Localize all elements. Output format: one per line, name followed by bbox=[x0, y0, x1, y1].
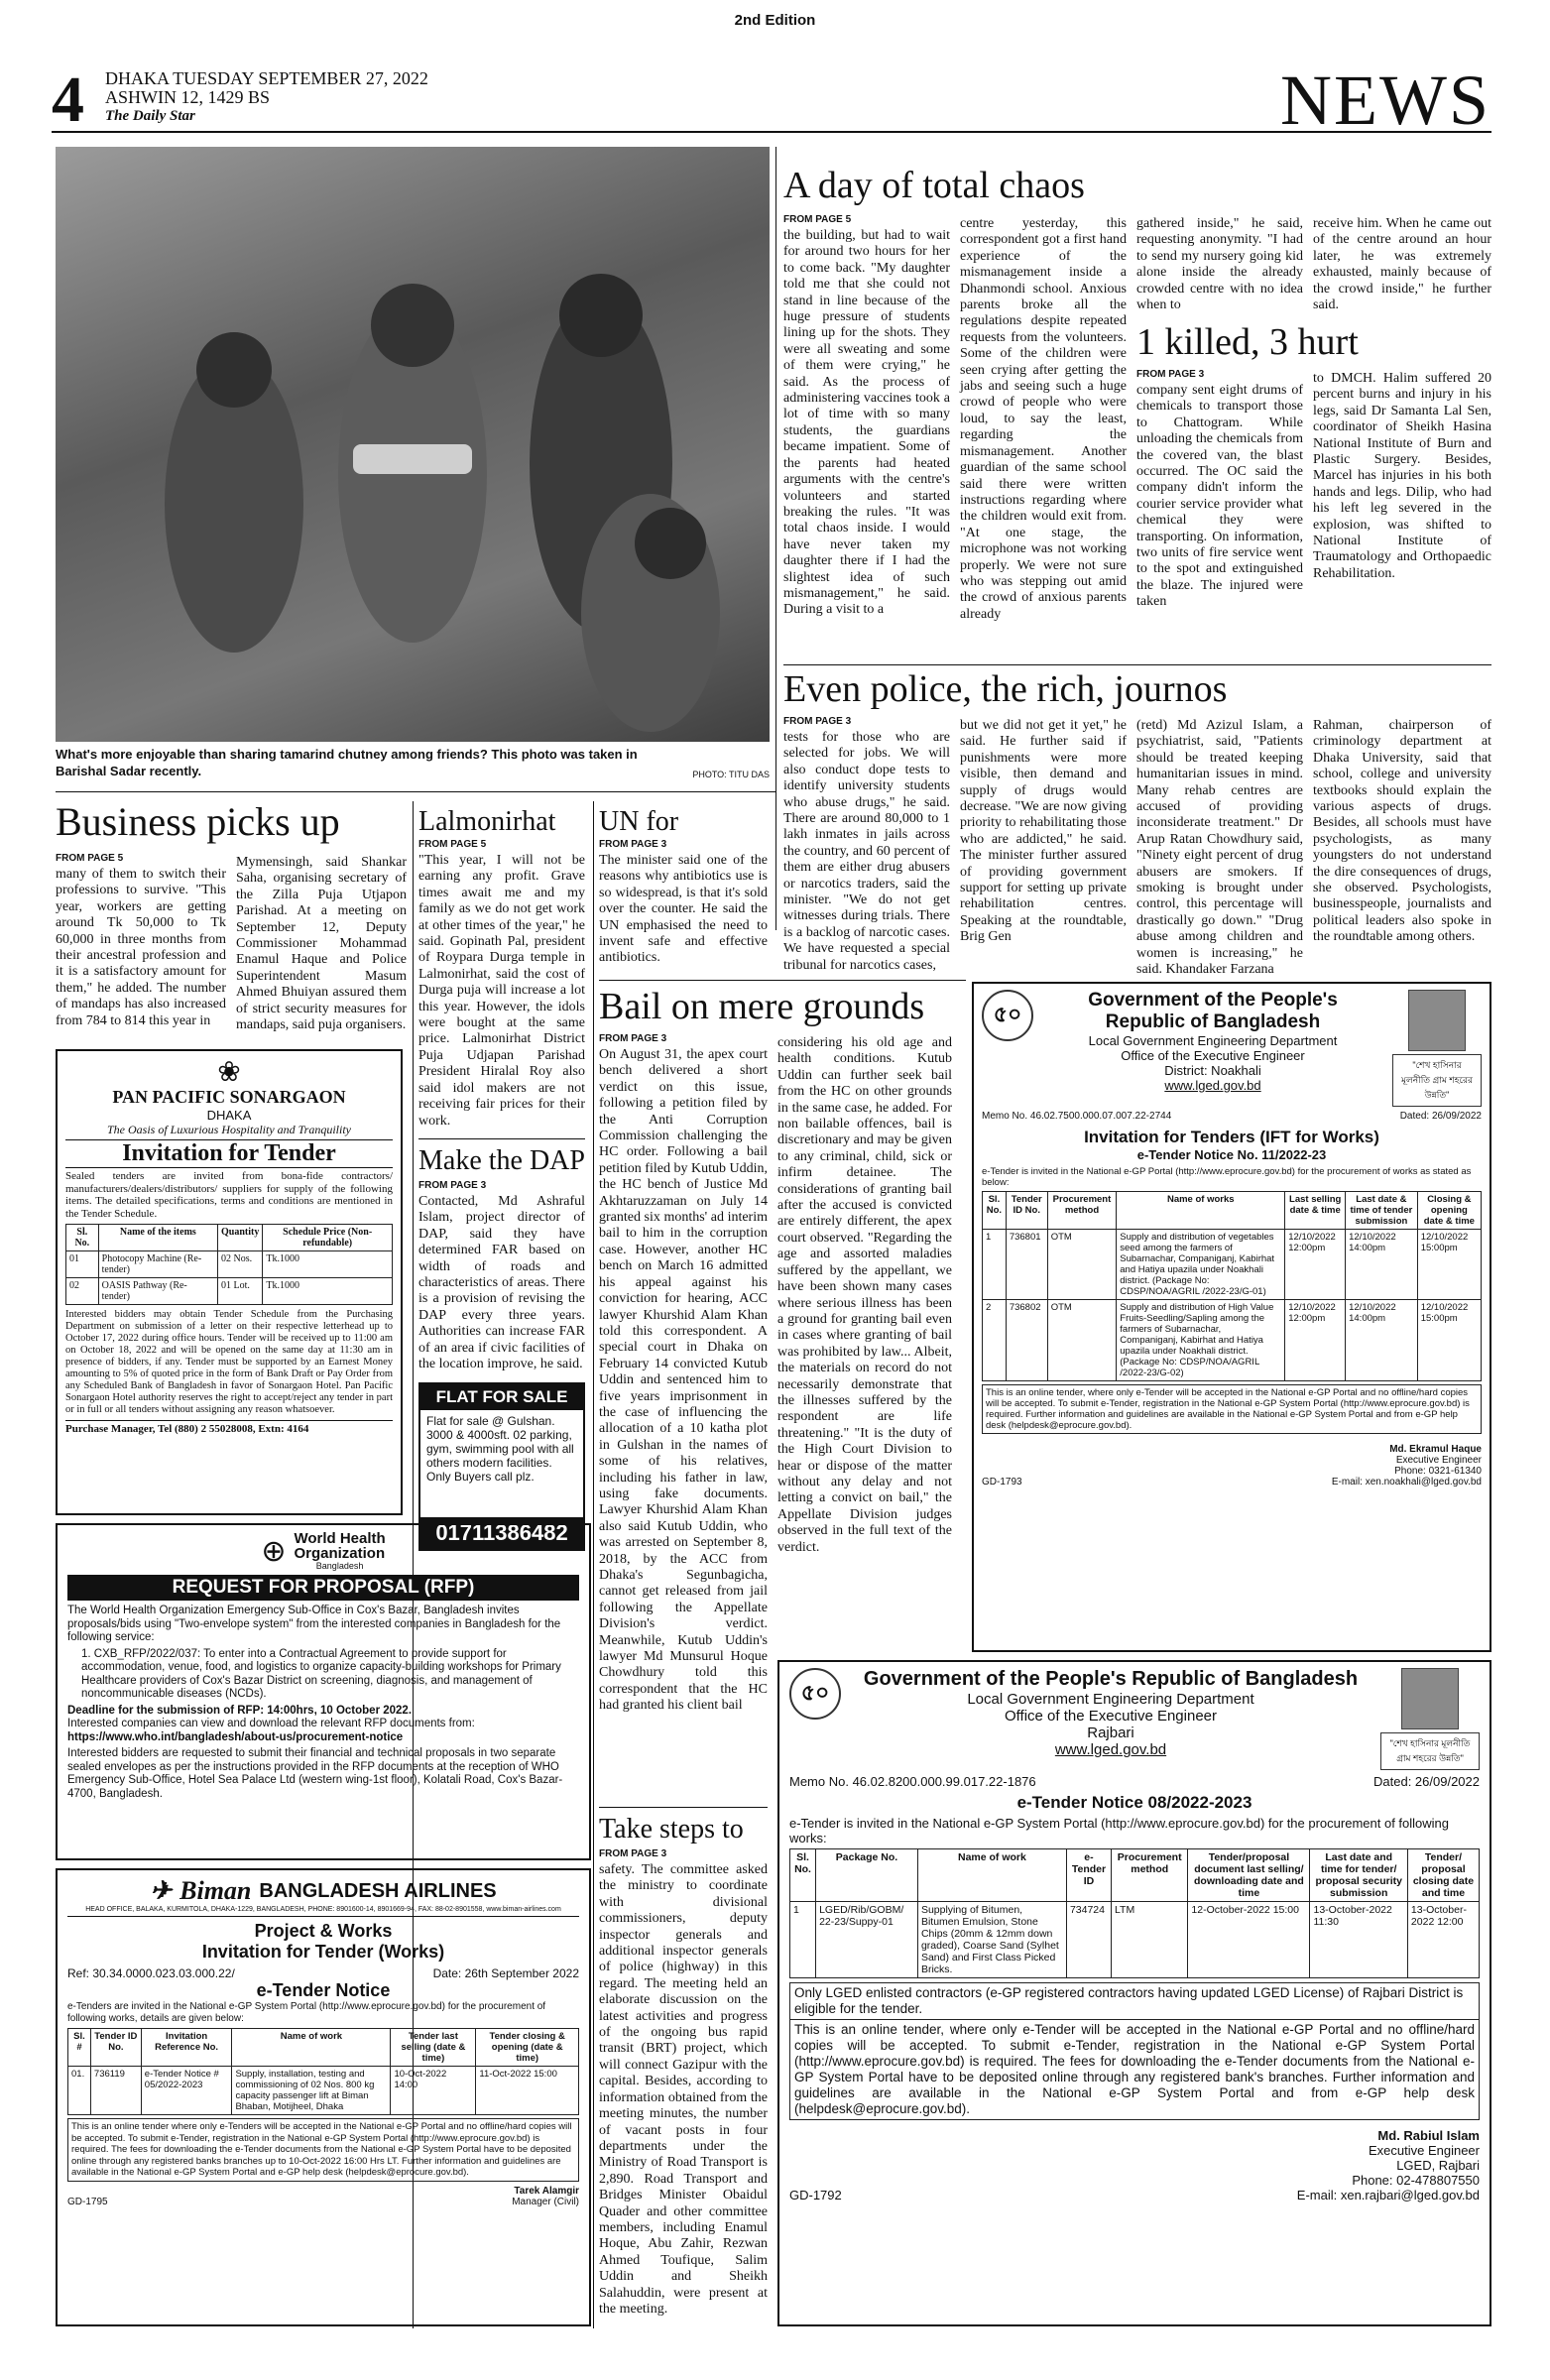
noakhali-phone: Phone: 0321-61340 bbox=[1394, 1466, 1482, 1477]
children-photo-illustration bbox=[56, 147, 770, 742]
who-title: REQUEST FOR PROPOSAL (RFP) bbox=[67, 1575, 579, 1601]
biman-address: HEAD OFFICE, BALAKA, KURMITOLA, DHAKA-1229, BANGLADESH, PHONE: 8901600-14, 8901669-94, FAX: 88-02-8901558, www.biman-airlines.com bbox=[67, 1906, 579, 1917]
rajbari-org: LGED, Rajbari bbox=[1396, 2158, 1480, 2173]
rajbari-phone: Phone: 02-478807550 bbox=[1352, 2173, 1480, 2188]
cell: 12/10/2022 15:00pm bbox=[1417, 1300, 1481, 1381]
steps-body: safety. The committee asked the ministry to coordinate with divisional commissioners, deputy inspector generals and additional inspector generals of police (highway) in this regard. The meeting held an elaborate discussion on the latest activities and progress of the ongoing bus rapid transit (BRT) project, which will connect Gazipur with the capital. Besides, according to information obtained from the meeting minutes, the number of vacant posts in four departments under the Ministry of Road Transport is 2,890. Road Transport and Bridges Minister Obaidul Quader and other committee members, including Enamul Hoque, Abu Zahir, Rezwan Ahmed Toufique, Salim Uddin and Sheikh Salahuddin, were present at the meeting. bbox=[599, 1862, 768, 2317]
cell: 12/10/2022 14:00pm bbox=[1346, 1300, 1418, 1381]
from-lalmonirhat: FROM PAGE 5 bbox=[418, 839, 487, 850]
col-header: Last date & time of tender submission bbox=[1346, 1192, 1418, 1230]
headline-lalmonirhat: Lalmonirhat bbox=[418, 806, 556, 837]
flat-title: FLAT FOR SALE bbox=[420, 1384, 583, 1410]
col-header: Last selling date & time bbox=[1285, 1192, 1346, 1230]
killed-col-2: to DMCH. Halim suffered 20 percent burns and injury in his legs, said Dr Samanta Lal Sen, coordinator of Sheikh Hasina National Institute of Burn and Plastic Surgery. Besides, Marcel has injuries in his both hands and legs. Dilip, who had his left leg severed in the explosion, was shifted to National Institute of Traumatology and Orthopaedic Rehabilitation. bbox=[1313, 371, 1491, 581]
cell: 01 Lot. bbox=[218, 1278, 263, 1305]
lged-emblem-icon: ৫০ bbox=[982, 990, 1033, 1041]
headline-steps: Take steps to bbox=[599, 1814, 744, 1844]
biman-tender-ad bbox=[56, 1868, 591, 2326]
col-header: Schedule Price (Non-refundable) bbox=[263, 1225, 393, 1251]
police-col-3: (retd) Md Azizul Islam, a psychiatrist, said, "Patients should be treated keeping humanitarian issues in mind. Many rehab centres are accused of providing inconsiderate treatment." Dr Arup Ratan Chowdhury said, "Ninety eight percent of drug abusers are smokers. If smoking is brought under control, this percentage will drastically go down." "Drug abuse among children and women is increasing," he said. Khandaker Farzana bbox=[1136, 718, 1303, 978]
table-header-row bbox=[790, 1849, 1480, 1902]
col-header: Tender/proposal document last selling/ downloading date and time bbox=[1188, 1849, 1310, 1902]
col-header: Tender closing & opening (date & time) bbox=[476, 2029, 579, 2067]
page-number: 4 bbox=[52, 63, 84, 136]
un-body: The minister said one of the reasons why antibiotics use is so widespread, is that it's sold over the counter. He said the UN emphasised the need to invent safe and effective antibiotics. bbox=[599, 853, 768, 966]
police-col-2: but we did not get it yet," he said. He further said if punishments were more visible, then demand and supply of drugs would decrease. "We are now giving priority to rehabilitating those who are addicted," he said. The minister further assured of providing government support for setting up private rehabilitation centres. Speaking at the roundtable, Brig Gen bbox=[960, 718, 1127, 945]
who-deadline: Deadline for the submission of RFP: 14:00hrs, 10 October 2022. bbox=[67, 1704, 413, 1717]
noakhali-lged-ad bbox=[972, 982, 1491, 1652]
cell: 11-Oct-2022 15:00 bbox=[476, 2067, 579, 2115]
who-country: Bangladesh bbox=[315, 1561, 364, 1571]
column-divider bbox=[775, 147, 776, 930]
dap-body: Contacted, Md Ashraful Islam, project director of DAP, said they have determined FAR based on width of roads and characteristics of areas. There is a provision of revising the DAP every three years. Authorities can increase FAR of an area if civic facilities of the location improve, he said. bbox=[418, 1194, 585, 1372]
col-header: Invitation Reference No. bbox=[141, 2029, 232, 2067]
col-header: Sl. No. bbox=[790, 1849, 816, 1902]
edition-label: 2nd Edition bbox=[734, 12, 816, 29]
col-header: Tender last selling (date & time) bbox=[391, 2029, 476, 2067]
business-col-2: Mymensingh, said Shankar Saha, organising secretary of the Zilla Puja Utjapon Parishad. At a meeting on September 12, Deputy Commissioner Mohammad Enamul Haque and Police Superintendent Masum Ahmed Bhuiyan assured them of strict security measures for mandaps, said puja organisers. bbox=[236, 855, 407, 1033]
from-chaos: FROM PAGE 5 bbox=[783, 214, 852, 225]
sonargaon-tagline: The Oasis of Luxurious Hospitality and Tranquility bbox=[106, 1123, 352, 1136]
cell: e-Tender Notice # 05/2022-2023 bbox=[141, 2067, 232, 2115]
col-header: Package No. bbox=[816, 1849, 918, 1902]
table-row bbox=[66, 1278, 393, 1305]
photo-credit: PHOTO: TITU DAS bbox=[692, 770, 770, 779]
police-col-1: tests for those who are selected for jobs. We will also conduct dope tests to identify university students who abuse drugs," he said. There are around 80,000 to 1 lakh inmates in jails across the country, and 60 percent of them are either drug abusers or narcotics traders, said the minister. "We do not get witnesses during trials. There is a backlog of narcotic cases. We have requested a special tribunal for narcotics cases, bbox=[783, 730, 950, 973]
biman-table bbox=[67, 2028, 579, 2115]
rajbari-note-1: Only LGED enlisted contractors (e-GP registered contractors having updated LGED License) of Rajbari District is eligible for the tender. bbox=[789, 1982, 1480, 2020]
photo-caption bbox=[56, 746, 770, 779]
story-divider bbox=[783, 664, 1491, 665]
biman-ref: Ref: 30.34.0000.023.03.000.22/ bbox=[67, 1966, 235, 1980]
cell: 02 Nos. bbox=[218, 1251, 263, 1278]
table-header-row bbox=[983, 1192, 1482, 1230]
col-header: Tender ID No. bbox=[1006, 1192, 1047, 1230]
who-download: Interested companies can view and download the relevant RFP documents from: bbox=[67, 1718, 475, 1729]
col-header: Procurement method bbox=[1047, 1192, 1117, 1230]
who-intro: The World Health Organization Emergency Sub-Office in Cox's Bazar, Bangladesh invites proposals/bids using "Two-envelope system" from the interested companies in Bangladesh for the following service: bbox=[67, 1605, 561, 1643]
headline-bail: Bail on mere grounds bbox=[599, 986, 925, 1027]
col-header: Name of the items bbox=[98, 1225, 217, 1251]
portrait-image bbox=[1401, 1668, 1459, 1729]
who-globe-icon: ⊕ bbox=[261, 1534, 287, 1568]
biman-title-2: Invitation for Tender (Works) bbox=[201, 1942, 445, 1962]
noakhali-date: Dated: 26/09/2022 bbox=[1399, 1111, 1482, 1122]
noakhali-email: E-mail: xen.noakhali@lged.gov.bd bbox=[1331, 1477, 1482, 1488]
cell: 12/10/2022 15:00pm bbox=[1417, 1230, 1481, 1300]
biman-intro: e-Tenders are invited in the National e-GP System Portal (http://www.eprocure.gov.bd) for the procurement of following works, details are given below: bbox=[67, 2001, 546, 2024]
col-header: Sl. No. bbox=[66, 1225, 99, 1251]
col-header: Procurement method bbox=[1112, 1849, 1188, 1902]
paper-name: The Daily Star bbox=[105, 108, 195, 124]
chaos-col-3: gathered inside," he said, requesting anonymity. "I had to send my nursery going kid alone inside the already crowded centre with no idea when to bbox=[1136, 216, 1303, 313]
flat-text: Flat for sale @ Gulshan. 3000 & 4000sft. 02 parking, gym, swimming pool with all others modern facilities. Only Buyers call plz. bbox=[426, 1414, 574, 1484]
cell: 2 bbox=[983, 1300, 1007, 1381]
noakhali-web-link[interactable]: www.lged.gov.bd bbox=[1164, 1078, 1261, 1093]
business-col-1: many of them to switch their professions to survive. "This year, workers are getting around Tk 50,000 to Tk 60,000 in three months from their ancestral profession and it is a satisfactory amount for them," he added. The number of mandaps has also increased from 784 to 814 this year in bbox=[56, 867, 226, 1028]
biman-title-1: Project & Works bbox=[254, 1921, 393, 1941]
rajbari-dept: Local Government Engineering Department bbox=[967, 1691, 1254, 1708]
col-header: Name of work bbox=[232, 2029, 391, 2067]
who-url-link[interactable]: https://www.who.int/bangladesh/about-us/procurement-notice bbox=[67, 1730, 404, 1743]
table-row bbox=[68, 2067, 579, 2115]
sonargaon-hotel-name: PAN PACIFIC SONARGAON bbox=[112, 1087, 346, 1107]
headline-business: Business picks up bbox=[56, 799, 340, 844]
cell: Tk.1000 bbox=[263, 1278, 393, 1305]
noakhali-gov-1: Government of the People's bbox=[1088, 990, 1338, 1011]
col-header: Quantity bbox=[218, 1225, 263, 1251]
who-closing: Interested bidders are requested to submit their financial and technical proposals in two separate sealed envelopes as per the instructions provided in the RFP documents at the reception of WHO Emergency Sub-Office, Hotel Sea Palace Ltd (western wing-1st floor), Kolatali Road, Cox's Bazar-4700, Bangladesh. bbox=[67, 1747, 563, 1800]
rajbari-note-2: This is an online tender, where only e-Tender will be accepted in the National e-GP Portal and no offline/hard copies will be accepted. To submit e-Tender, registration in the National e-GP System Portal (http://www.eprocure.gov.bd) is required. The fees for downloading the e-Tender documents from the National e-GP System Portal have to be deposited online through any registered bank's branches. Further information and guidelines are available in the National e-GP System Portal and from e-GP help desk (helpdesk@eprocure.gov.bd). bbox=[789, 2020, 1480, 2120]
bangla-date: ASHWIN 12, 1429 BS bbox=[105, 87, 271, 107]
col-header: Tender ID No. bbox=[90, 2029, 141, 2067]
biman-signer-title: Manager (Civil) bbox=[512, 2196, 579, 2207]
sonargaon-city: DHAKA bbox=[206, 1108, 252, 1123]
noakhali-memo-row bbox=[982, 1111, 1482, 1122]
cell: OASIS Pathway (Re-tender) bbox=[98, 1278, 217, 1305]
cell: Supplying of Bitumen, Bitumen Emulsion, Stone Chips (20mm & 12mm down graded), Coarse Sand (Sylhet Sand) and First Class Picked Bricks. bbox=[917, 1902, 1066, 1978]
headline-police: Even police, the rich, journos bbox=[783, 668, 1228, 710]
biman-brand: Biman bbox=[179, 1876, 252, 1905]
noakhali-signature bbox=[1332, 1444, 1482, 1488]
cell: OTM bbox=[1047, 1300, 1117, 1381]
noakhali-header bbox=[982, 990, 1482, 1107]
rajbari-gov: Government of the People's Republic of Bangladesh bbox=[863, 1668, 1359, 1690]
sonargaon-intro: Sealed tenders are invited from bona-fide contractors/ manufacturers/dealers/distributors/ suppliers for supply of the following items. The detailed specifications, terms and conditions are mentioned in the Tender Schedule. bbox=[65, 1170, 393, 1220]
cell: Photocopy Machine (Re-tender) bbox=[98, 1251, 217, 1278]
cell: 1 bbox=[790, 1902, 816, 1978]
cell: 01. bbox=[68, 2067, 91, 2115]
cell: Supply and distribution of High Value Fruits-Seedling/Sapling among the farmers of Subarnachar, Companiganj, Kabirhat and Hatiya upazila under Noakhali district. (Package No: CDSP/NOA/AGRIL /2022-23/G-02) bbox=[1117, 1300, 1285, 1381]
chaos-col-1: the building, but had to wait for around two hours for her to come back. "My daughter told me that she could not stand in line because of the huge pressure of students lining up for the shots. They were all sweating and some of them were crying," he said. As the process of administering vaccines took a lot of time with so many students, the guardians became impatient. Some of the parents had heated arguments with the centre's volunteers and started breaking the rules. "It was total chaos inside. I would have never taken my daughter there if I had the slightest idea of such mismanagement," he said. During a visit to a bbox=[783, 228, 950, 618]
rajbari-signer-title: Executive Engineer bbox=[1368, 2143, 1480, 2158]
noakhali-gd: GD-1793 bbox=[982, 1477, 1022, 1488]
cell: 12/10/2022 12:00pm bbox=[1285, 1300, 1346, 1381]
cell: 10-Oct-2022 14:00 bbox=[391, 2067, 476, 2115]
from-police: FROM PAGE 3 bbox=[783, 716, 852, 727]
lalmonirhat-body: "This year, I will not be earning any profit. Grave times await me and my family as we do not get work at other times of the year," he said. Gopinath Pal, president of Roypara Durga temple in Lalmonirhat, said the cost of Durga puja will increase a lot this year. However, the idols were bought at the same price. Lalmonirhat District Puja Udjapan Parishad President Hiralal Roy also said idol makers are not receiving fair prices for their work. bbox=[418, 853, 585, 1129]
sonargaon-footer: Purchase Manager, Tel (880) 2 55028008, Extn: 4164 bbox=[65, 1420, 393, 1435]
col-header: Name of work bbox=[917, 1849, 1066, 1902]
table-row bbox=[790, 1902, 1480, 1978]
rajbari-district: Rajbari bbox=[1087, 1725, 1134, 1741]
from-un: FROM PAGE 3 bbox=[599, 839, 667, 850]
cell: 734724 bbox=[1066, 1902, 1111, 1978]
noakhali-body: This is an online tender, where only e-Tender will be accepted in the National e-GP Portal and no offline/hard copies will be accepted. To submit e-Tender, registration in the National e-GP System Portal (http://www.eprocure.gov.bd) is required. Further information and guidelines are available in the National e-GP System Portal and from e-GP help desk (helpdesk@eprocure.gov.bd). bbox=[982, 1384, 1482, 1434]
rajbari-gd: GD-1792 bbox=[789, 2188, 842, 2202]
sonargaon-header bbox=[65, 1057, 393, 1168]
rajbari-memo-row bbox=[789, 1774, 1480, 1789]
sonargaon-table bbox=[65, 1224, 393, 1305]
lged-emblem-icon: ৫০ bbox=[789, 1668, 841, 1720]
cell: 12/10/2022 14:00pm bbox=[1346, 1230, 1418, 1300]
lead-photo bbox=[56, 147, 770, 742]
table-row bbox=[983, 1300, 1482, 1381]
date: DHAKA TUESDAY SEPTEMBER 27, 2022 bbox=[105, 68, 428, 88]
noakhali-memo: Memo No. 46.02.7500.000.07.007.22-2744 bbox=[982, 1111, 1172, 1122]
noakhali-table bbox=[982, 1191, 1482, 1381]
noakhali-district: District: Noakhali bbox=[1164, 1063, 1261, 1078]
cell: 02 bbox=[66, 1278, 99, 1305]
noakhali-signer-title: Executive Engineer bbox=[1395, 1455, 1482, 1466]
table-header-row bbox=[68, 2029, 579, 2067]
col-header: Closing & opening date & time bbox=[1417, 1192, 1481, 1230]
who-name-2: Organization bbox=[294, 1545, 386, 1562]
headline-un: UN for bbox=[599, 806, 679, 837]
who-name-1: World Health bbox=[294, 1530, 386, 1547]
cell: 13-October-2022 12:00 bbox=[1407, 1902, 1479, 1978]
rajbari-signature bbox=[1297, 2128, 1480, 2202]
rajbari-header bbox=[789, 1668, 1480, 1770]
rajbari-date: Dated: 26/09/2022 bbox=[1373, 1774, 1480, 1789]
rajbari-signer: Md. Rabiul Islam bbox=[1377, 2128, 1480, 2143]
killed-col-1: company sent eight drums of chemicals to transport those to Chattogram. While unloading the chemicals from the covered van, the blast occurred. The OC said the company didn't inform the courier service provider what chemical they were transporting. On information, two units of fire service went to the spot and extinguished the blaze. The injured were taken bbox=[1136, 383, 1303, 610]
biman-signature bbox=[512, 2186, 579, 2207]
sonargaon-logo-icon: ❀ bbox=[217, 1056, 241, 1087]
col-header: Sl. # bbox=[68, 2029, 91, 2067]
cell: Supply, installation, testing and commissioning of 02 Nos. 800 kg capacity passenger lift at Biman Bhaban, Motijheel, Dhaka bbox=[232, 2067, 391, 2115]
police-col-4: Rahman, chairperson of criminology department at Dhaka University, said that school, college and university textbooks should explain the various aspects of drugs. Besides, all schools must have psychologists, as many youngsters do not understand the dire consequences of drugs, she observed. Psychologists, businesspeople, journalists and political leaders also spoke in the roundtable among others. bbox=[1313, 718, 1491, 945]
noakhali-title: Invitation for Tenders (IFT for Works) bbox=[1084, 1128, 1379, 1146]
flat-phone: 01711386482 bbox=[420, 1517, 583, 1549]
headline-killed: 1 killed, 3 hurt bbox=[1136, 321, 1359, 363]
col-header: Name of works bbox=[1117, 1192, 1285, 1230]
rajbari-slogan: "শেখ হাসিনার মূলনীতি গ্রাম শহরের উন্নতি" bbox=[1380, 1732, 1480, 1770]
rajbari-email: E-mail: xen.rajbari@lged.gov.bd bbox=[1296, 2188, 1480, 2202]
table-header-row bbox=[66, 1225, 393, 1251]
section-title: NEWS bbox=[1280, 60, 1490, 140]
caption-text: What's more enjoyable than sharing tamarind chutney among friends? This photo was taken in Barishal Sadar recently. bbox=[56, 747, 638, 778]
cell: 01 bbox=[66, 1251, 99, 1278]
chaos-col-4: receive him. When he came out of the centre around an hour later, he was extremely exhausted, mainly because of the crowd inside," he further said. bbox=[1313, 216, 1491, 313]
rajbari-memo: Memo No. 46.02.8200.000.99.017.22-1876 bbox=[789, 1774, 1036, 1789]
cell: 12/10/2022 12:00pm bbox=[1285, 1230, 1346, 1300]
sonargaon-title: Invitation for Tender bbox=[65, 1139, 393, 1168]
table-row bbox=[983, 1230, 1482, 1300]
rajbari-intro: e-Tender is invited in the National e-GP System Portal (http://www.eprocure.gov.bd) for the procurement of following works: bbox=[789, 1816, 1450, 1845]
story-divider bbox=[56, 791, 775, 792]
cell: LGED/Rib/GOBM/ 22-23/Suppy-01 bbox=[816, 1902, 918, 1978]
bail-col-2: considering his old age and health conditions. Kutub Uddin can further seek bail from the HC on other grounds in the same case, he added. For non bailable offences, bail is discretionary and may be given to any criminal, child, sick or infirm detainee. The considerations of granting bail after the accused is convicted are entirely different, the apex court observed. "Regarding the age and assorted maladies suffered by the appellant, we have been shown many cases where serious illness has been a ground for granting bail even in cases where granting of bail was prohibited by law... Albeit, the materials on record do not necessarily demonstrate that the illnesses suffered by the respondent are life threatening." "It is the duty of the High Court Division to hear or dispose of the matter without any delay and not letting a convict on bail," the Appellate Division judges observed in the full text of the verdict. bbox=[777, 1035, 952, 1555]
noakhali-signer: Md. Ekramul Haque bbox=[1389, 1444, 1482, 1455]
cell: 12-October-2022 15:00 bbox=[1188, 1902, 1310, 1978]
biman-notice: e-Tender Notice bbox=[256, 1980, 391, 2000]
noakhali-gov-2: Republic of Bangladesh bbox=[1105, 1012, 1321, 1032]
cell: OTM bbox=[1047, 1230, 1117, 1300]
story-divider bbox=[599, 980, 966, 981]
bail-col-1: On August 31, the apex court bench delivered a short verdict on this issue, following a petition filed by the Anti Corruption Commission challenging the HC order. Following a bail petition filed by Kutub Uddin, the HC bench of Justice Md Akhtaruzzaman on July 14 granted six months' ad interim bail to him in the corruption case. However, another HC bench on March 16 admitted his appeal against his conviction for hearing, ACC lawyer Khurshid Alam Khan told this correspondent. A special court in Dhaka on February 14 convicted Kutub Uddin and sentenced him to five years imprisonment in the case of influencing the allocation of a 10 katha plot in Gulshan in the names of some of his relatives, including his father in law, using fake documents. Lawyer Khurshid Alam Khan also said Kutub Uddin, who was arrested on September 8, 2018, by the ACC from Dhaka's Segunbagicha, cannot get released from jail following the Appellate Division's verdict. Meanwhile, Kutub Uddin's lawyer Md Munsurul Hoque Chowdhury told this correspondent that the HC had granted his client bail bbox=[599, 1047, 768, 1714]
cell: 736801 bbox=[1006, 1230, 1047, 1300]
from-bail: FROM PAGE 3 bbox=[599, 1033, 667, 1044]
headline-dap: Make the DAP bbox=[418, 1145, 585, 1176]
who-item: 1. CXB_RFP/2022/037: To enter into a Contractual Agreement to provide support for accommodation, venue, food, and logistics to organize capacity-building workshops for Primary Healthcare providers of Cox's Bazar District on screening, diagnosis, and management of noncommunicable diseases (NCDs). bbox=[81, 1647, 561, 1700]
masthead-rule bbox=[52, 131, 1491, 133]
rajbari-web-link[interactable]: www.lged.gov.bd bbox=[1054, 1741, 1167, 1758]
col-header: e-Tender ID bbox=[1066, 1849, 1111, 1902]
rajbari-notice: e-Tender Notice 08/2022-2023 bbox=[1016, 1793, 1252, 1812]
biman-date: Date: 26th September 2022 bbox=[432, 1966, 579, 1980]
biman-ref-row bbox=[67, 1966, 579, 1980]
rajbari-table bbox=[789, 1848, 1480, 1978]
col-header: Tender/ proposal closing date and time bbox=[1407, 1849, 1479, 1902]
cell: Supply and distribution of vegetables seed among the farmers of Subarnachar, Companiganj, Kabirhat and Hatiya upazila under Noakhali district. (Package No: CDSP/NOA/AGRIL /2022-23/G-01) bbox=[1117, 1230, 1285, 1300]
cell: LTM bbox=[1112, 1902, 1188, 1978]
col-header: Sl. No. bbox=[983, 1192, 1007, 1230]
biman-logo-icon: ✈ bbox=[150, 1876, 173, 1905]
noakhali-slogan: "শেখ হাসিনার মূলনীতি গ্রাম শহরের উন্নতি" bbox=[1392, 1054, 1482, 1107]
noakhali-intro: e-Tender is invited in the National e-GP Portal (http://www.eprocure.gov.bd) for the procurement of works as stated as below: bbox=[982, 1166, 1472, 1188]
chaos-col-2: centre yesterday, this correspondent got a first hand experience of the mismanagement inside a Dhanmondi school. Anxious parents broke all the regulations despite repeated requests from the volunteers. Some of the children were seen crying after getting the jabs and seeing such a huge crowd of people who were loud, to say the least, regarding the mismanagement. Another guardian of the same school said there were written instructions regarding where the children would exit from. "At one stage, the microphone was not working properly. We were not sure who was stepping out amid the crowd of anxious parents already bbox=[960, 216, 1127, 622]
headline-chaos: A day of total chaos bbox=[783, 165, 1085, 206]
rajbari-lged-ad bbox=[777, 1660, 1491, 2326]
rajbari-office: Office of the Executive Engineer bbox=[1004, 1708, 1217, 1725]
noakhali-dept: Local Government Engineering Department bbox=[1088, 1033, 1338, 1048]
who-rfp-ad bbox=[56, 1523, 591, 1860]
table-row bbox=[66, 1251, 393, 1278]
who-header bbox=[67, 1531, 579, 1571]
cell: 13-October-2022 11:30 bbox=[1310, 1902, 1407, 1978]
sonargaon-body: Interested bidders may obtain Tender Schedule from the Purchasing Department on submission of a letter on their respective letterhead up to October 17, 2022 during office hours. Tender will be received up to 11:00 am on October 18, 2022 and will be opened on the same day at 11:30 am in presence of bidders, if any. Tender must be supported by an Earnest Money amounting to 5% of quoted price in the form of Bank Draft or Pay Order from any Scheduled Bank of Bangladesh in favor of Sonargaon Hotel. Pan Pacific Sonargaon Hotel authority reserves the right to accept/reject any tender in part or in full or all tenders without assigning any reason whatsoever. bbox=[65, 1309, 393, 1415]
biman-gd: GD-1795 bbox=[67, 2196, 108, 2207]
sonargaon-tender-ad bbox=[56, 1049, 403, 1515]
from-dap: FROM PAGE 3 bbox=[418, 1180, 487, 1191]
portrait-image bbox=[1408, 990, 1466, 1051]
cell: 736802 bbox=[1006, 1300, 1047, 1381]
from-business: FROM PAGE 5 bbox=[56, 853, 124, 864]
from-steps: FROM PAGE 3 bbox=[599, 1848, 667, 1859]
biman-brand-2: BANGLADESH AIRLINES bbox=[259, 1879, 497, 1902]
biman-header bbox=[67, 1876, 579, 1906]
col-header: Last date and time for tender/ proposal security submission bbox=[1310, 1849, 1407, 1902]
cell: 1 bbox=[983, 1230, 1007, 1300]
rajbari-footer bbox=[789, 2128, 1480, 2202]
biman-signer: Tarek Alamgir bbox=[514, 2185, 579, 2197]
noakhali-office: Office of the Executive Engineer bbox=[1121, 1048, 1305, 1063]
cell: Tk.1000 bbox=[263, 1251, 393, 1278]
column-divider bbox=[593, 801, 594, 2328]
noakhali-notice: e-Tender Notice No. 11/2022-23 bbox=[1136, 1147, 1327, 1162]
noakhali-footer bbox=[982, 1444, 1482, 1488]
from-killed: FROM PAGE 3 bbox=[1136, 369, 1205, 380]
cell: 736119 bbox=[90, 2067, 141, 2115]
story-divider bbox=[599, 1807, 768, 1808]
story-divider bbox=[418, 1138, 585, 1139]
dateline bbox=[105, 69, 428, 126]
biman-footer bbox=[67, 2186, 579, 2207]
biman-body: This is an online tender where only e-Tenders will be accepted in the National e-GP Portal and no offline/hard copies will be accepted. To submit e-Tender, registration in the National e-GP System Portal (http://www.eprocure.gov.bd) is required. The fees for downloading the e-Tender documents from the National e-GP System Portal have to be deposited online through any registered banks branches up to 10-Oct-2022 16:00 Hrs LT. Further information and guidelines are available in the National e-GP System Portal and e-GP help desk (helpdesk@eprocure.gov.bd). bbox=[67, 2118, 579, 2182]
